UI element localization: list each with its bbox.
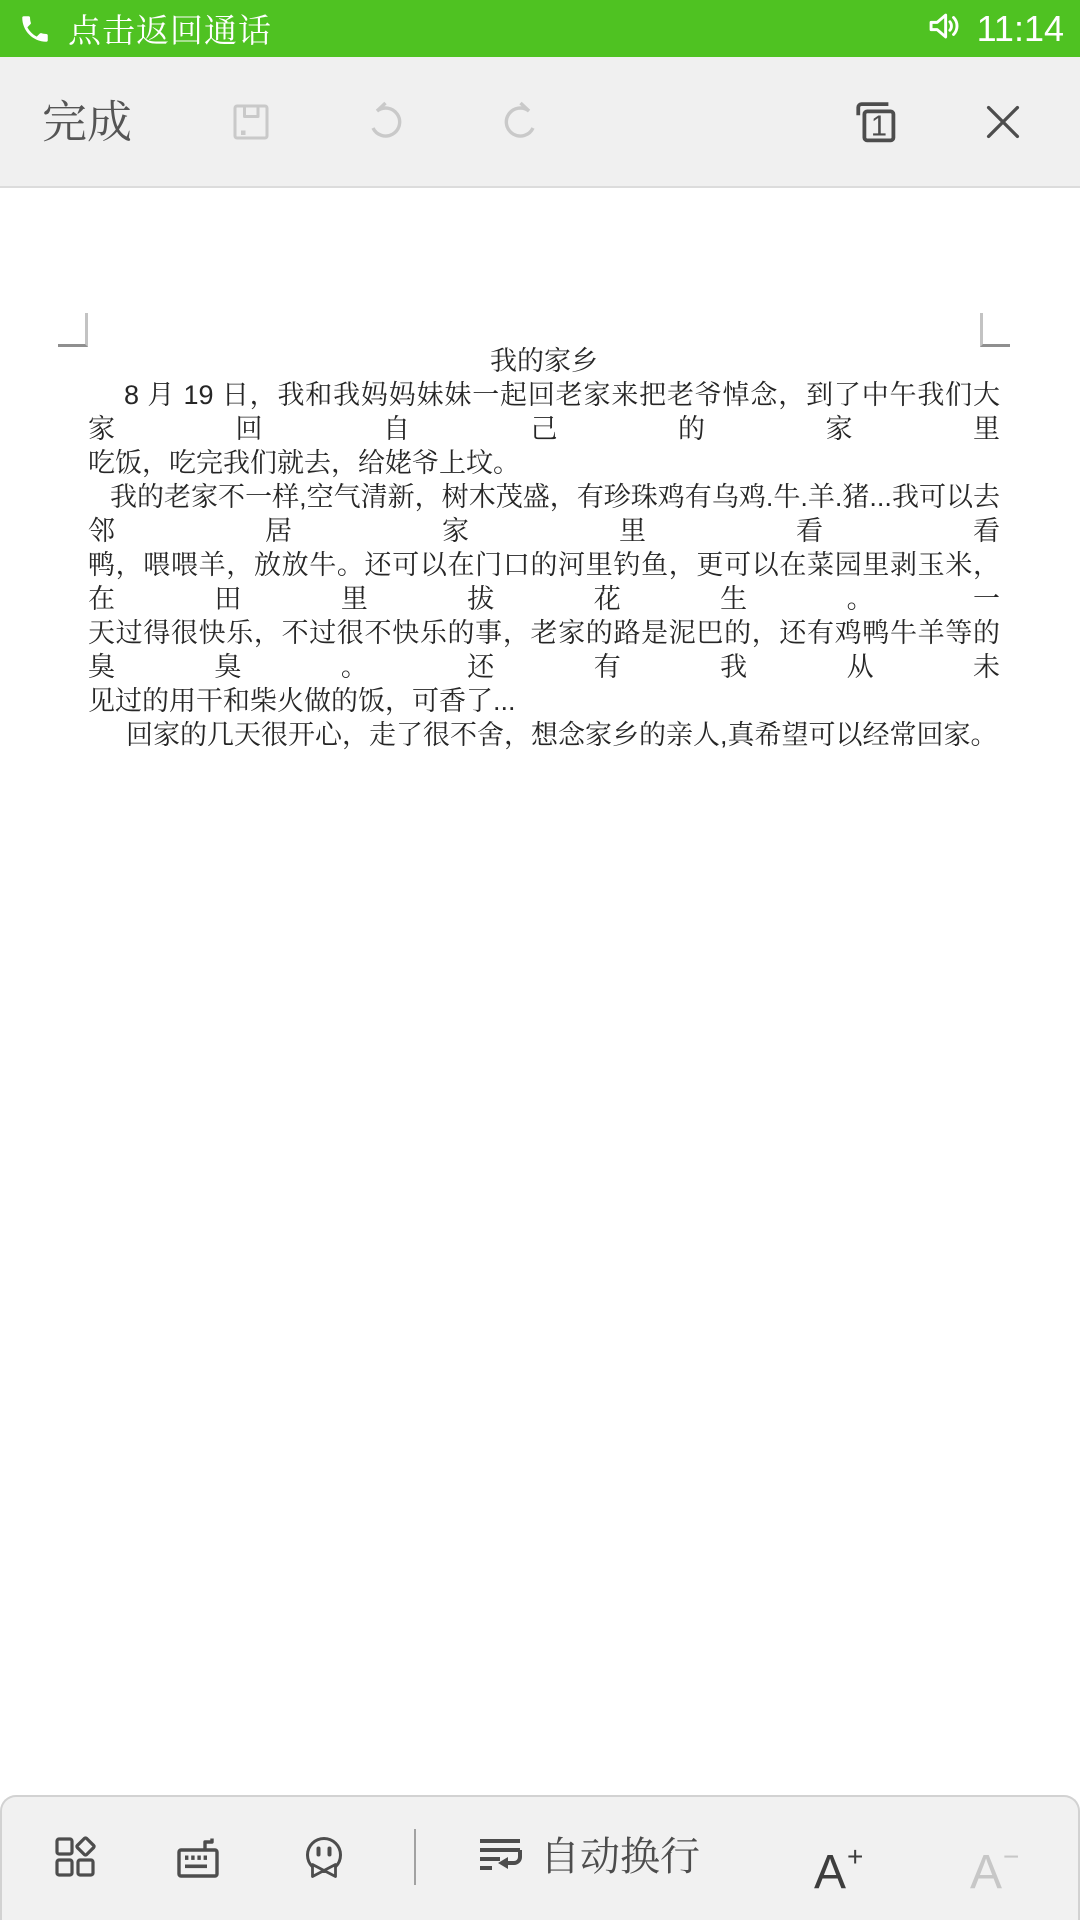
done-button[interactable]: 完成 [42,96,133,147]
tools-button[interactable] [49,1831,101,1883]
font-decrease-letter: A [970,1846,1003,1899]
minus-sign: − [1003,1841,1020,1872]
font-decrease-button[interactable] [970,1831,1019,1910]
font-increase-letter: A [814,1846,847,1899]
keyboard-button[interactable] [172,1831,224,1883]
auto-wrap-button[interactable] [474,1831,700,1883]
font-increase-button[interactable] [814,1831,863,1910]
undo-icon [360,136,412,151]
document-text [88,344,1000,752]
toolbar-divider [414,1829,416,1885]
doc-line: 见过的用干和柴火做的饭，可香了... [88,686,516,716]
emoji-button[interactable] [298,1831,350,1883]
return-to-call-banner[interactable] [0,5,272,52]
close-icon [978,135,1028,150]
plus-sign: + [847,1841,864,1872]
doc-line: 鸭，喂喂羊，放放牛。还可以在门口的河里钓鱼，更可以在菜园里剥玉米，在田里拔花生。一 [88,550,1000,614]
pages-icon [846,109,904,154]
doc-title: 我的家乡 [490,346,598,376]
undo-button[interactable] [360,96,412,148]
document-page[interactable] [0,190,1080,1795]
doc-line: 吃饭，吃完我们就去，给姥爷上坟。 [88,448,520,478]
keyboard-icon [172,1871,224,1886]
top-toolbar [0,57,1080,188]
face-bowtie-icon [298,1871,350,1886]
call-banner-label: 点击返回通话 [68,12,272,49]
redo-button[interactable] [494,96,546,148]
doc-line: 8 月 19 日，我和我妈妈妹妹一起回老家来把老爷悼念，到了中午我们大家回自己的家里 [88,380,1000,444]
status-time: 11:14 [976,7,1064,49]
bottom-toolbar [0,1795,1080,1920]
redo-icon [494,136,546,151]
doc-line: 回家的几天很开心，走了很不舍，想念家乡的亲人,真希望可以经常回家。 [126,720,998,750]
page-count-button[interactable] [846,93,904,151]
page-count-value: 1 [870,109,887,142]
doc-line: 我的老家不一样,空气清新，树木茂盛，有珍珠鸡有乌鸡.牛.羊.猪...我可以去邻居家里看看 [88,482,1000,546]
save-button[interactable] [225,96,277,148]
phone-icon [18,12,52,46]
close-button[interactable] [978,97,1028,147]
status-right-cluster [925,8,1080,50]
save-icon [225,136,277,151]
status-bar [0,0,1080,57]
page-margin-mark-left [58,313,88,347]
speaker-icon [925,9,959,48]
tools-grid-icon [49,1871,101,1886]
wrap-lines-icon [474,1831,526,1883]
page-margin-mark-right [980,313,1010,347]
auto-wrap-label: 自动换行 [540,1835,700,1879]
doc-line: 天过得很快乐，不过很不快乐的事，老家的路是泥巴的，还有鸡鸭牛羊等的臭臭。还有我从未 [88,618,1000,682]
